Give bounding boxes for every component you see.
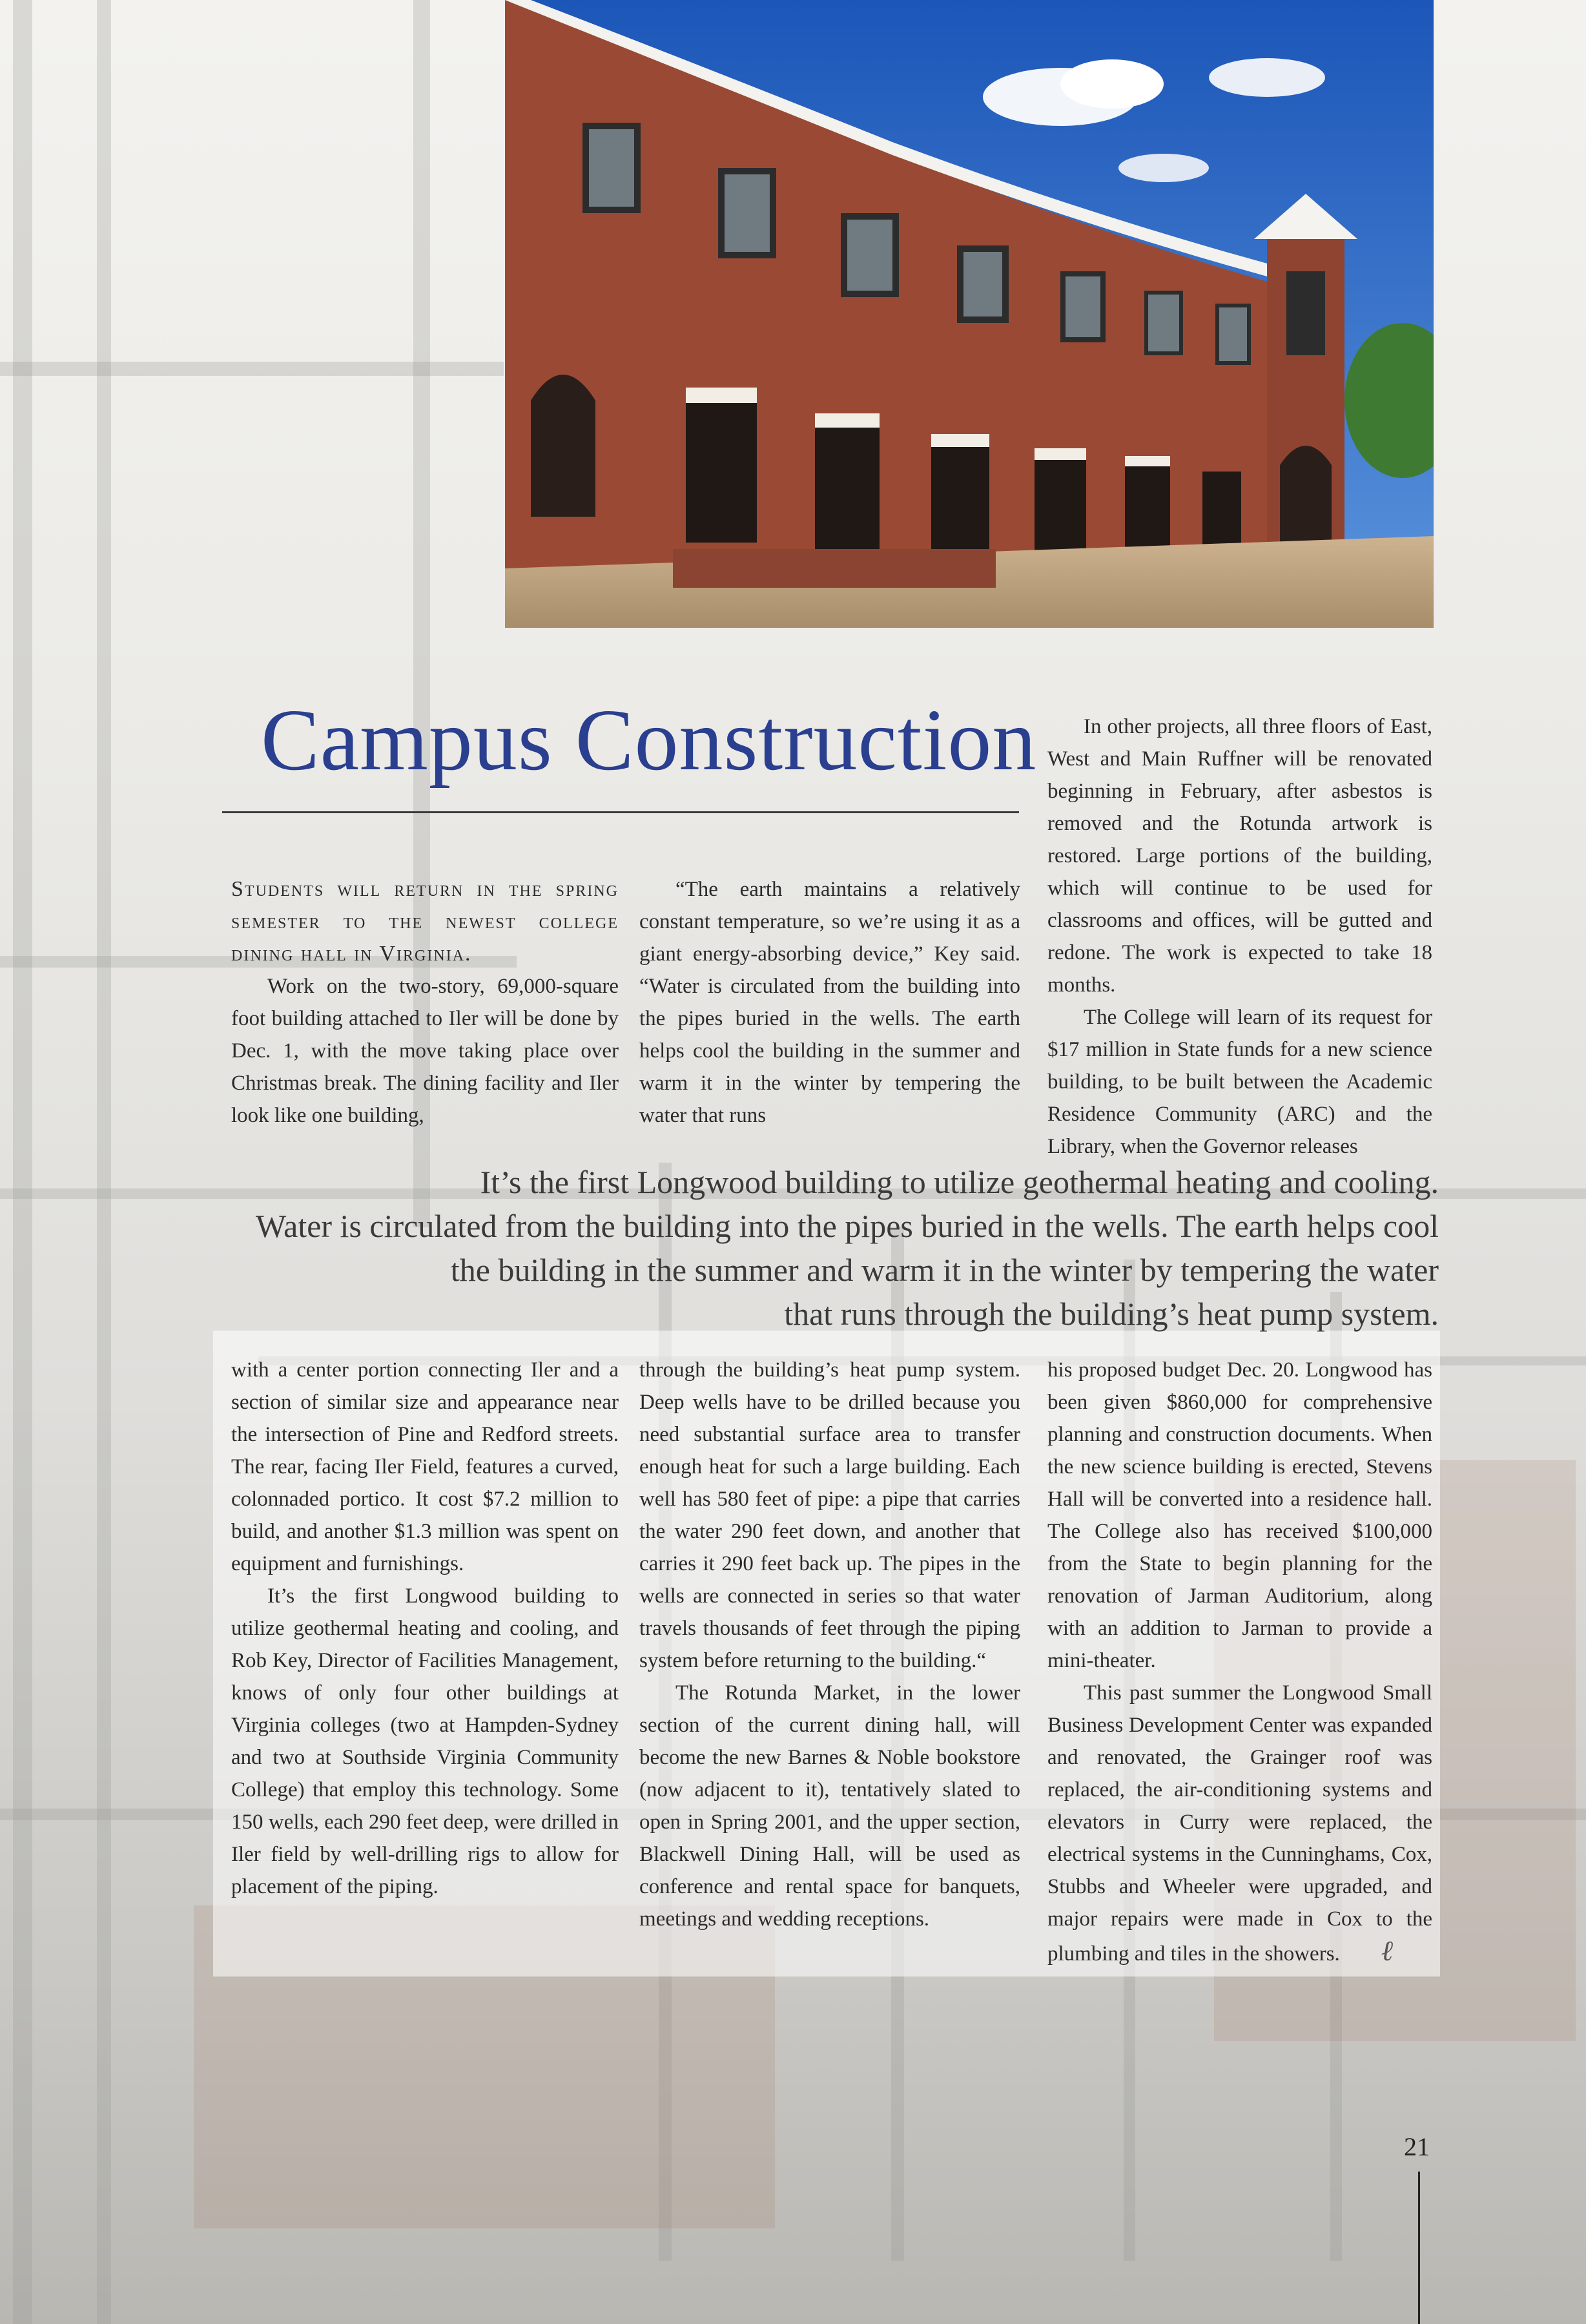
pull-quote [247,1160,1439,1336]
title-rule [222,811,1019,813]
paragraph-text: This past summer the Longwood Small Business Development Center was expanded and renovated, the Grainger roof was replaced, the air-conditioning systems and elevators in Curry were replaced, the electrical systems in the Cunninghams, Cox, Stubbs and Wheeler were upgraded, and major repairs were made in Cox to the plumbing and tiles in the showers. [1047,1681,1432,1966]
paragraph: with a center portion connecting Iler and a section of similar size and appearance near the intersection of Pine and Redford streets. The rear, facing Iler Field, features a curved, colonnaded portico. It cost $7.2 million to build, and another $1.3 million was spent on equipment and furnishings. [231,1358,619,1575]
paragraph: through the building’s heat pump system. Deep wells have to be drilled because you need substantial surface area to transfer enough heat for such a large building. Each well has 580 feet of pipe: a pipe that carries the water 290 feet down, and another that carries it 290 feet back up. The pipes in the wells are connected in series so that water travels thousands of feet through the piping system before returning to the building.“ [639,1358,1020,1672]
column-2-bottom [639,1354,1020,1935]
paragraph: The College will learn of its request for $17 million in State funds for a new science building, to be built between the Academic Residence Community (ARC) and the Library, when the Governor releases [1047,1006,1432,1158]
column-3-bottom [1047,1354,1432,1970]
paragraph: “The earth maintains a relatively constant temperature, so we’re using it as a giant energy-absorbing device,” Key said. “Water is circulated from the building into the pipes buried in the wells. The earth helps cool the building in the summer and warm it in the winter by tempering the water that runs [639,878,1020,1127]
page-title: Campus Construction [261,692,1037,789]
column-3-top [1047,711,1432,1163]
pull-quote-line: the building in the summer and warm it in the winter by tempering the water [450,1252,1439,1288]
building-photo [505,0,1434,628]
lead-paragraph: Students will return in the spring semester to the newest college dining hall in Virginia. [231,877,619,966]
paragraph [1047,1677,1432,1970]
column-2-top [639,873,1020,1132]
end-mark-icon: ℓ [1381,1935,1394,1967]
page-number: 21 [1404,2132,1430,2161]
paragraph: It’s the first Longwood building to utilize geothermal heating and cooling, and Rob Key, Director of Facilities Management, knows of only four other buildings at Virginia colleges (two at Hampden-Sydney and two at Southside Virginia Community College) that employ this technology. Some 150 wells, each 290 feet deep, were drilled in Iler field by well-drilling rigs to allow for placement of the piping. [231,1584,619,1898]
paragraph: his proposed budget Dec. 20. Longwood has been given $860,000 for comprehensive planning and construction documents. When the new science building is erected, Stevens Hall will be converted into a residence hall. The College also has received $100,000 from the State to begin planning for the renovation of Jarman Auditorium, along with an addition to Jarman to provide a mini-theater. [1047,1358,1432,1672]
pull-quote-line: It’s the first Longwood building to utilize geothermal heating and cooling. [480,1164,1439,1200]
column-1-bottom [231,1354,619,1903]
column-1-top [231,873,619,1132]
pull-quote-line: that runs through the building’s heat pump system. [784,1296,1439,1332]
pull-quote-line: Water is circulated from the building into the pipes buried in the wells. The earth helps cool [255,1208,1439,1244]
paragraph: Work on the two-story, 69,000-square foot building attached to Iler will be done by Dec. 1, with the move taking place over Christmas break. The dining facility and Iler look like one building, [231,975,619,1127]
paragraph: In other projects, all three floors of East, West and Main Ruffner will be renovated beginning in February, after asbestos is removed and the Rotunda artwork is restored. Large portions of the building, which will continue to be used for classrooms and offices, will be gutted and redone. The work is expected to take 18 months. [1047,715,1432,997]
page-rule [1418,2172,1420,2324]
paragraph: The Rotunda Market, in the lower section of the current dining hall, will become the new Barnes & Noble bookstore (now adjacent to it), tentatively slated to open in Spring 2001, and the upper section, Blackwell Dining Hall, will be used as conference and rental space for banquets, meetings and wedding receptions. [639,1681,1020,1931]
